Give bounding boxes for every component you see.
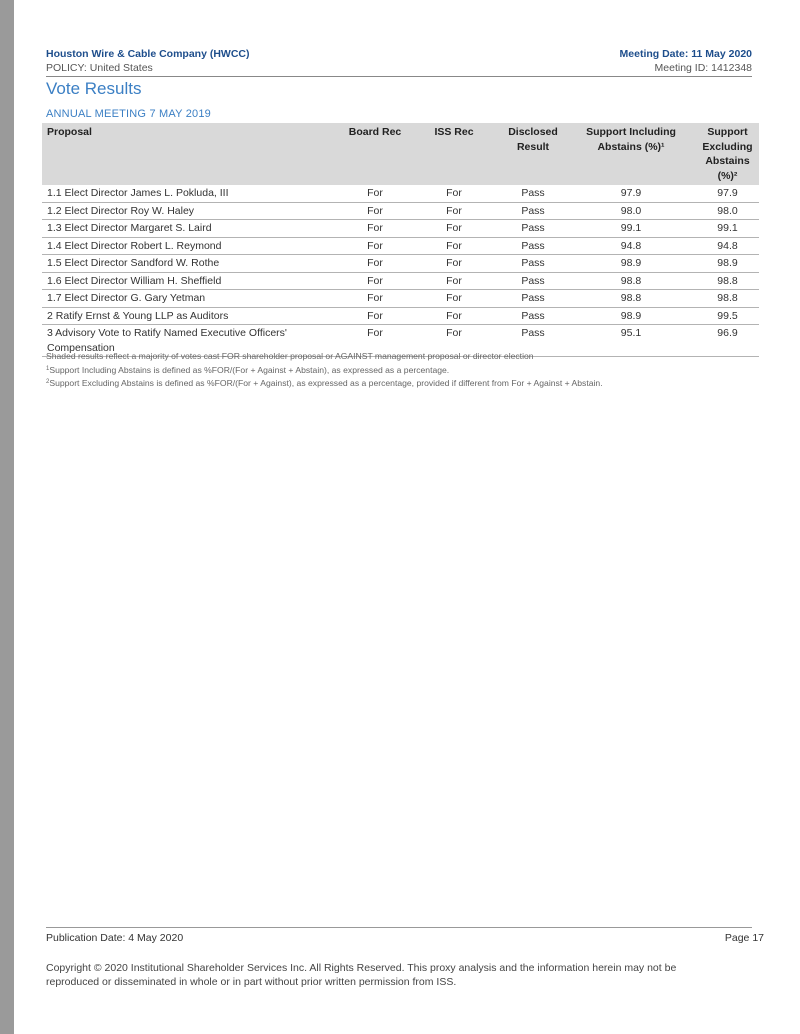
- col-proposal: Proposal: [42, 123, 342, 185]
- iss-rec-cell: For: [408, 255, 500, 273]
- proposal-cell: 1.3 Elect Director Margaret S. Laird: [42, 220, 342, 238]
- col-support-including: Support Including Abstains (%)¹: [566, 123, 696, 185]
- company-name: Houston Wire & Cable Company (HWCC): [46, 48, 250, 60]
- vote-results-table: [42, 123, 759, 357]
- support-excl-cell: 98.9: [696, 255, 759, 273]
- board-rec-cell: For: [342, 307, 408, 325]
- footnote-1-text: Support Including Abstains is defined as %FOR/(For + Against + Abstain), as expressed as a percentage.: [49, 364, 450, 375]
- footer-divider: [46, 927, 752, 928]
- section-title: Vote Results: [46, 79, 142, 98]
- board-rec-cell: For: [342, 220, 408, 238]
- result-cell: Pass: [500, 237, 566, 255]
- table-header-row: [42, 123, 759, 185]
- result-cell: Pass: [500, 307, 566, 325]
- table-row: [42, 220, 759, 238]
- proposal-cell: 1.1 Elect Director James L. Pokluda, III: [42, 185, 342, 202]
- board-rec-cell: For: [342, 202, 408, 220]
- meeting-date: [620, 48, 752, 60]
- result-cell: Pass: [500, 272, 566, 290]
- iss-rec-cell: For: [408, 272, 500, 290]
- iss-rec-cell: For: [408, 237, 500, 255]
- meeting-date-value: 11 May 2020: [691, 48, 752, 60]
- publication-date: Publication Date: 4 May 2020: [46, 932, 184, 944]
- support-incl-cell: 95.1: [566, 325, 696, 357]
- header-divider: [46, 76, 752, 77]
- support-excl-cell: 98.8: [696, 272, 759, 290]
- support-incl-cell: 98.0: [566, 202, 696, 220]
- result-cell: Pass: [500, 202, 566, 220]
- support-excl-cell: 96.9: [696, 325, 759, 357]
- support-excl-cell: 99.1: [696, 220, 759, 238]
- support-incl-cell: 99.1: [566, 220, 696, 238]
- support-incl-cell: 98.9: [566, 307, 696, 325]
- proposal-cell: 1.6 Elect Director William H. Sheffield: [42, 272, 342, 290]
- table-row: [42, 202, 759, 220]
- table-row: [42, 307, 759, 325]
- footnote-1: [46, 363, 603, 377]
- result-cell: Pass: [500, 220, 566, 238]
- result-cell: Pass: [500, 185, 566, 202]
- page-edge-bar: [0, 0, 14, 1034]
- proposal-cell: 1.7 Elect Director G. Gary Yetman: [42, 290, 342, 308]
- support-excl-cell: 97.9: [696, 185, 759, 202]
- board-rec-cell: For: [342, 185, 408, 202]
- support-incl-cell: 98.8: [566, 290, 696, 308]
- col-iss-rec: ISS Rec: [408, 123, 500, 185]
- iss-rec-cell: For: [408, 307, 500, 325]
- support-excl-cell: 98.8: [696, 290, 759, 308]
- iss-rec-cell: For: [408, 220, 500, 238]
- table-row: [42, 290, 759, 308]
- table-row: [42, 185, 759, 202]
- footnote-2-mark: 2: [46, 379, 50, 385]
- meeting-id: Meeting ID: 1412348: [654, 62, 752, 74]
- col-support-excluding: Support Excluding Abstains (%)²: [696, 123, 759, 185]
- footnote-2-text: Support Excluding Abstains is defined as %FOR/(For + Against), as expressed as a percentage, provided if different from For + Against + Abstain.: [49, 378, 603, 388]
- support-excl-cell: 99.5: [696, 307, 759, 325]
- proposal-cell: 3 Advisory Vote to Ratify Named Executive Officers' Compensation: [42, 325, 342, 357]
- result-cell: Pass: [500, 255, 566, 273]
- footnote-2: [46, 376, 603, 390]
- iss-rec-cell: For: [408, 325, 500, 357]
- footnote-1-mark: 1: [46, 365, 50, 372]
- board-rec-cell: For: [342, 255, 408, 273]
- support-incl-cell: 98.8: [566, 272, 696, 290]
- table-notes: [46, 350, 603, 390]
- iss-rec-cell: For: [408, 185, 500, 202]
- proposal-cell: 1.2 Elect Director Roy W. Haley: [42, 202, 342, 220]
- shaded-note: Shaded results reflect a majority of votes cast FOR shareholder proposal or AGAINST management proposal or director election: [46, 351, 534, 361]
- result-cell: Pass: [500, 290, 566, 308]
- support-incl-cell: 98.9: [566, 255, 696, 273]
- page-number: Page 17: [724, 932, 764, 944]
- board-rec-cell: For: [342, 325, 408, 357]
- board-rec-cell: For: [342, 272, 408, 290]
- meeting-date-label: Meeting Date:: [619, 48, 689, 60]
- meeting-subtitle: ANNUAL MEETING 7 MAY 2019: [46, 108, 211, 120]
- table-row: [42, 255, 759, 273]
- table-row: [42, 237, 759, 255]
- result-cell: Pass: [500, 325, 566, 357]
- board-rec-cell: For: [342, 290, 408, 308]
- policy: POLICY: United States: [46, 62, 153, 74]
- iss-rec-cell: For: [408, 202, 500, 220]
- table-row: [42, 272, 759, 290]
- proposal-cell: 1.5 Elect Director Sandford W. Rothe: [42, 255, 342, 273]
- copyright-notice: Copyright © 2020 Institutional Shareholder Services Inc. All Rights Reserved. This proxy analysis and the information herein may not be reproduced or disseminated in whole or in part without prior written permission from ISS.: [46, 962, 677, 988]
- iss-rec-cell: For: [408, 290, 500, 308]
- support-incl-cell: 97.9: [566, 185, 696, 202]
- col-board-rec: Board Rec: [342, 123, 408, 185]
- support-excl-cell: 94.8: [696, 237, 759, 255]
- proposal-cell: 1.4 Elect Director Robert L. Reymond: [42, 237, 342, 255]
- support-excl-cell: 98.0: [696, 202, 759, 220]
- proposal-cell: 2 Ratify Ernst & Young LLP as Auditors: [42, 307, 342, 325]
- board-rec-cell: For: [342, 237, 408, 255]
- support-incl-cell: 94.8: [566, 237, 696, 255]
- col-disclosed-result: Disclosed Result: [500, 123, 566, 185]
